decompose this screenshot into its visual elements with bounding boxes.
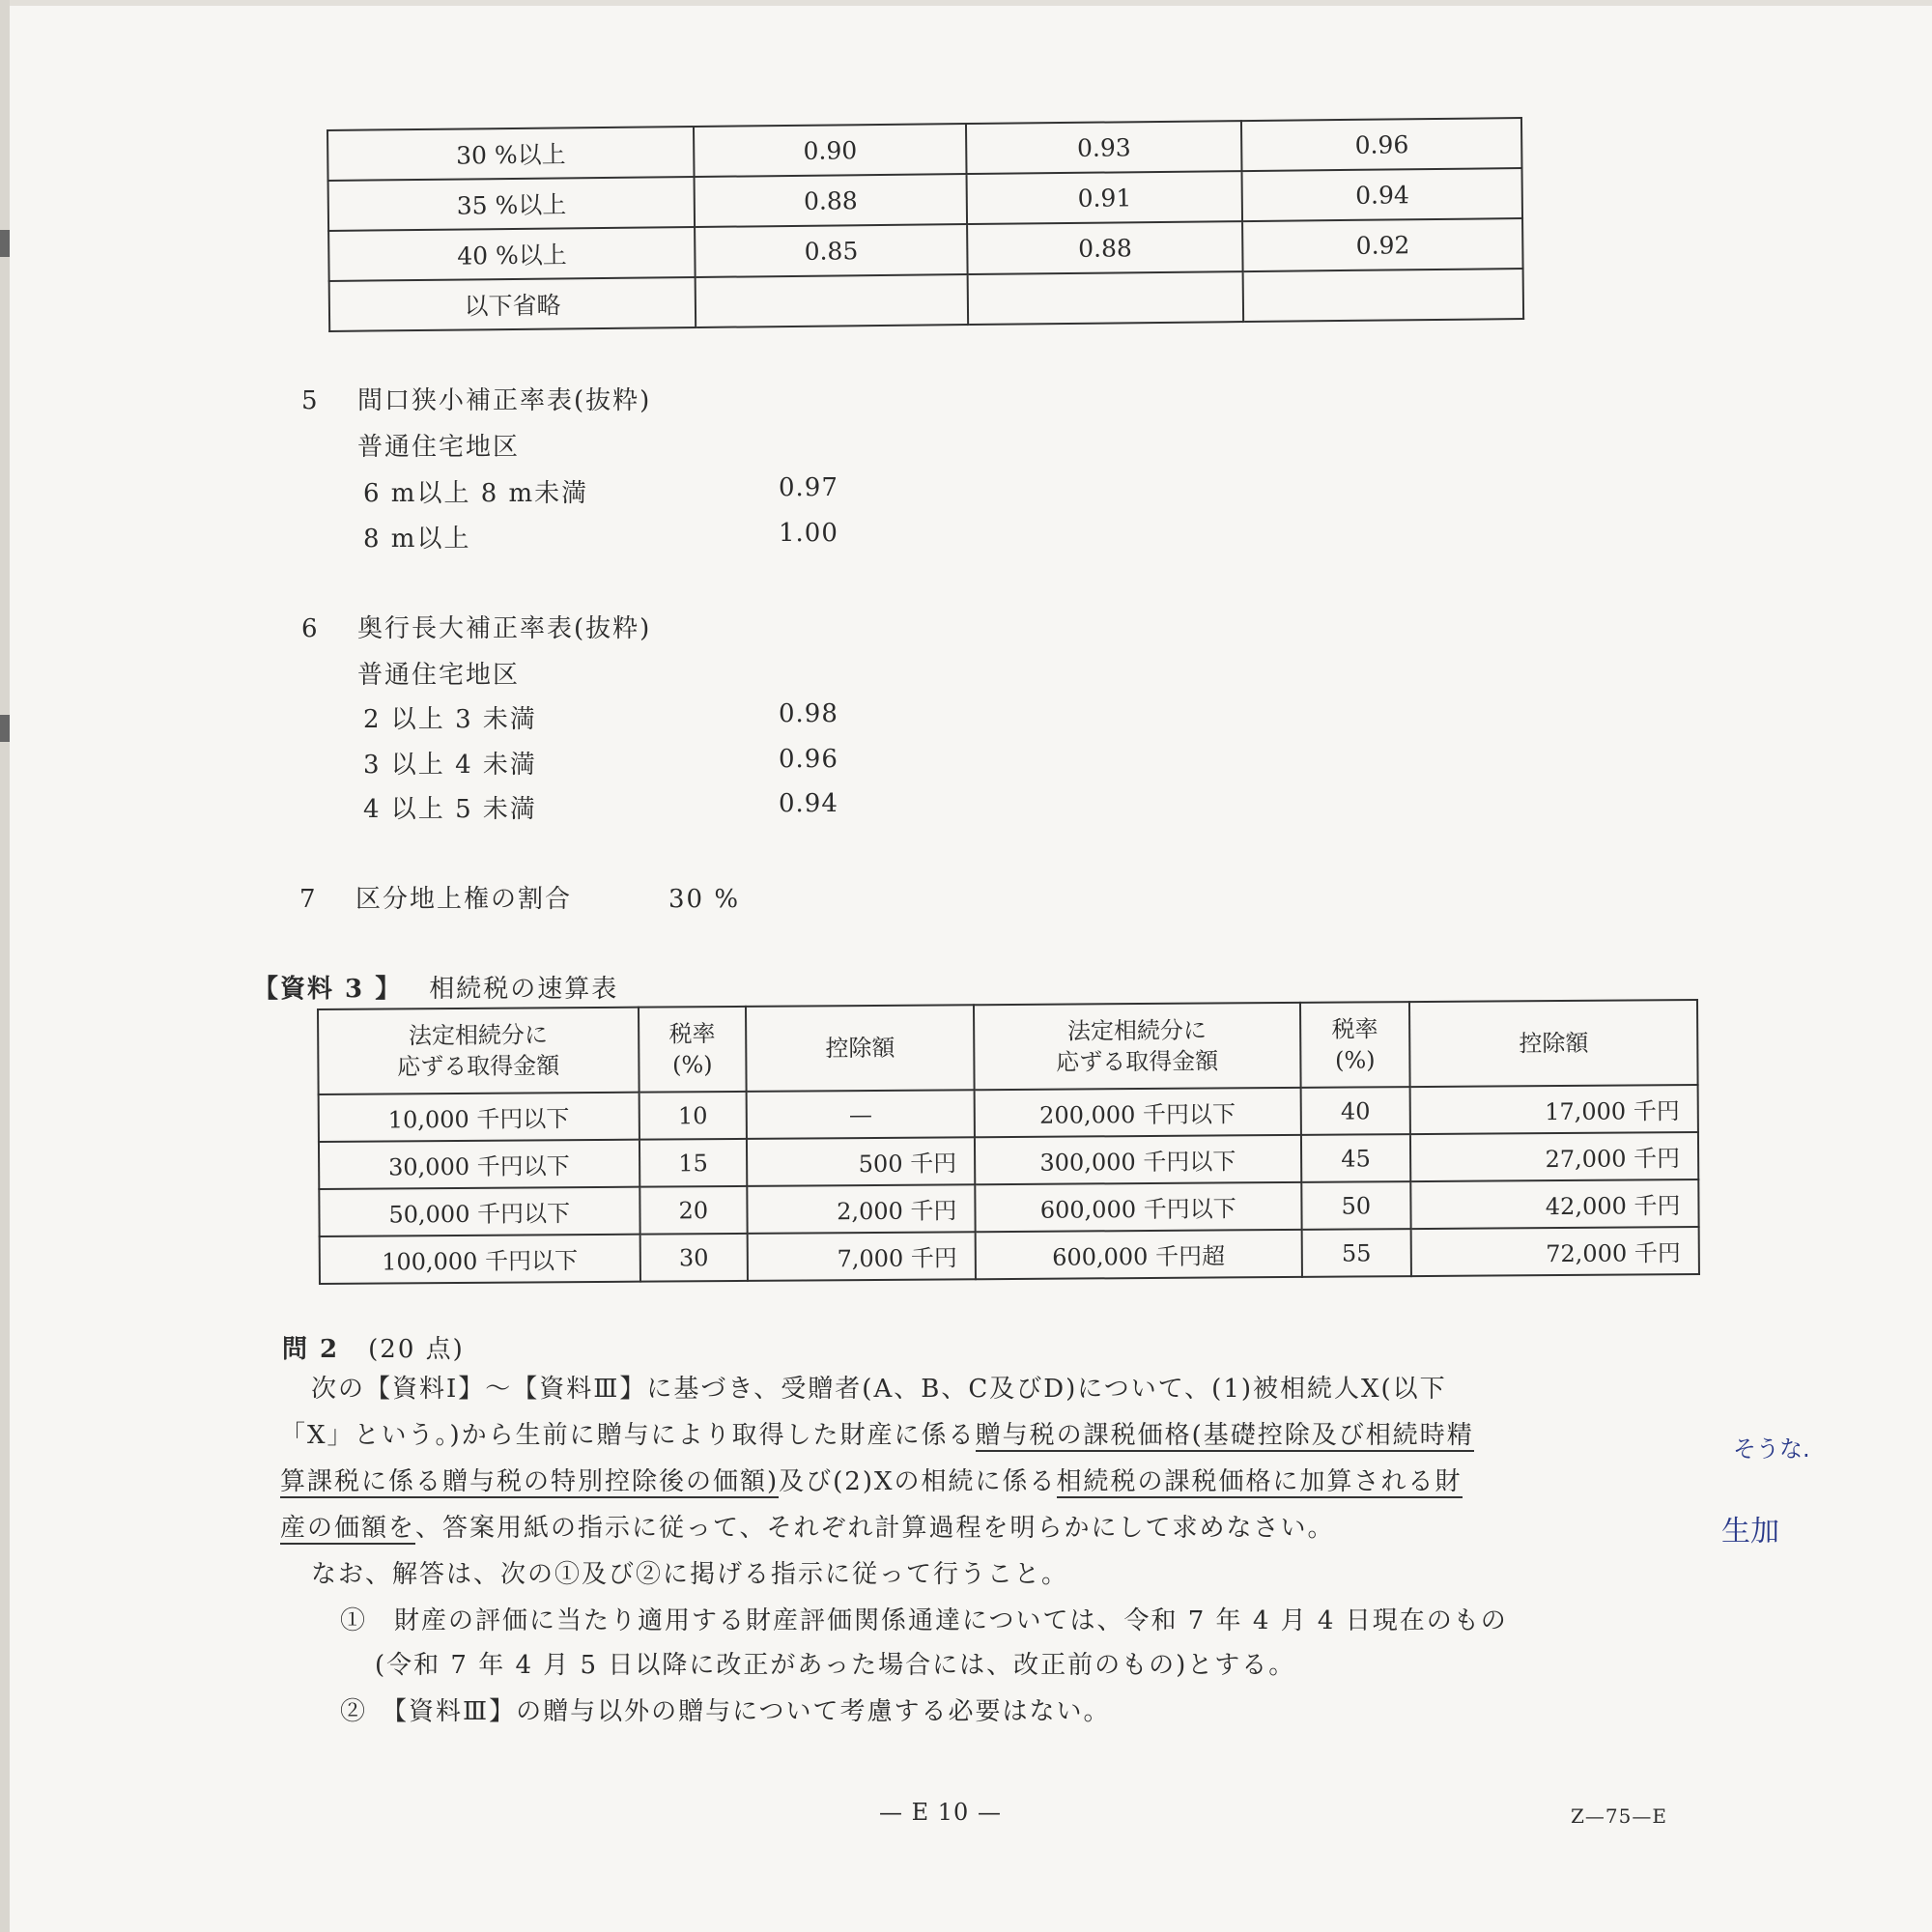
underlined-text: 相続税の課税価格に加算される財 xyxy=(1056,1467,1463,1496)
item-label: 2 以上 3 未満 xyxy=(363,705,537,734)
table-cell: 17,000 千円 xyxy=(1410,1085,1698,1134)
ratio-table xyxy=(327,117,1524,332)
material-label: 【資料 3 】 xyxy=(253,975,403,1004)
list-item xyxy=(363,519,838,554)
item-value: 0.97 xyxy=(779,473,838,502)
table-cell: 50,000 千円以下 xyxy=(319,1187,639,1236)
table-cell: 0.88 xyxy=(967,221,1243,274)
item-value: 0.98 xyxy=(779,699,838,728)
section-6-area xyxy=(357,655,520,691)
instruction-item: ② 【資料Ⅲ】の贈与以外の贈与について考慮する必要はない。 xyxy=(340,1697,1111,1726)
table-cell: 0.85 xyxy=(695,224,967,277)
question-text-line: 「X」という。)から生前に贈与により取得した財産に係る贈与税の課税価格(基礎控除及び相続時精 xyxy=(280,1421,1474,1450)
column-header-deduction: 控除額 xyxy=(1409,1000,1697,1087)
table-cell: 42,000 千円 xyxy=(1411,1179,1699,1229)
table-cell: 27,000 千円 xyxy=(1410,1132,1698,1181)
instruction-intro: なお、解答は、次の①及び②に掲げる指示に従って行うこと。 xyxy=(311,1560,1069,1589)
table-cell: 500 千円 xyxy=(747,1137,975,1186)
inheritance-tax-table xyxy=(317,999,1700,1285)
table-cell: — xyxy=(747,1090,975,1139)
section-7-heading xyxy=(299,879,740,915)
table-header-row xyxy=(318,1000,1698,1094)
table-cell: 0.88 xyxy=(695,174,967,227)
table-cell: 30 xyxy=(639,1234,748,1282)
list-item xyxy=(363,789,838,825)
column-header-deduction: 控除額 xyxy=(746,1005,974,1092)
section-number: 7 xyxy=(299,885,318,914)
table-cell: 50 xyxy=(1301,1181,1411,1230)
table-cell: 0.96 xyxy=(1241,118,1521,171)
table-cell: 72,000 千円 xyxy=(1411,1227,1699,1276)
item-value: 0.96 xyxy=(779,745,838,774)
table-cell: 2,000 千円 xyxy=(748,1184,976,1234)
area-label: 普通住宅地区 xyxy=(357,433,521,462)
table-cell xyxy=(967,271,1243,325)
table-row xyxy=(320,1227,1699,1284)
table-cell xyxy=(1243,269,1523,322)
section-title: 奥行長大補正率表(抜粋) xyxy=(357,614,652,643)
page-number: — E 10 — xyxy=(879,1799,1002,1826)
section-number: 6 xyxy=(301,614,320,643)
table-cell: 35 %以上 xyxy=(328,177,696,231)
table-cell: 600,000 千円以下 xyxy=(975,1182,1301,1232)
page-top-edge xyxy=(0,0,1932,6)
table-cell: 45 xyxy=(1300,1134,1410,1182)
table-cell xyxy=(696,274,968,327)
underlined-text: 産の価額を xyxy=(280,1514,416,1543)
section-title: 区分地上権の割合 xyxy=(355,885,573,914)
column-header-rate: 税率 (%) xyxy=(638,1007,746,1093)
table-cell: 30 %以上 xyxy=(327,127,695,181)
section-value: 30 % xyxy=(668,885,741,914)
question-text-line: 次の【資料Ⅰ】〜【資料Ⅲ】に基づき、受贈者(A、B、C及びD)について、(1)被相続人X(以下 xyxy=(311,1375,1447,1404)
table-cell: 100,000 千円以下 xyxy=(320,1235,640,1284)
handwritten-note: 生加 xyxy=(1721,1515,1779,1548)
instruction-item: ① 財産の評価に当たり適用する財産評価関係通達については、令和 7 年 4 月 4 日現在のもの xyxy=(340,1606,1508,1635)
table-cell: 30,000 千円以下 xyxy=(319,1140,639,1189)
section-6-heading xyxy=(301,609,651,644)
table-cell: 0.90 xyxy=(694,124,966,177)
document-code: Z—75—E xyxy=(1571,1804,1667,1828)
question-points: (20 点) xyxy=(368,1335,465,1364)
table-cell: 7,000 千円 xyxy=(748,1232,976,1281)
item-value: 1.00 xyxy=(779,519,838,548)
instruction-item-continued: (令和 7 年 4 月 5 日以降に改正があった場合には、改正前のもの)とする。 xyxy=(375,1651,1296,1680)
table-cell: 0.93 xyxy=(966,121,1242,174)
section-number: 5 xyxy=(301,386,320,415)
question-number: 問 2 xyxy=(282,1335,340,1364)
column-header-rate: 税率 (%) xyxy=(1299,1002,1409,1088)
table-cell: 以下省略 xyxy=(329,277,696,331)
table-cell: 40 xyxy=(1300,1087,1410,1135)
table-cell: 55 xyxy=(1301,1229,1411,1277)
section-title: 間口狭小補正率表(抜粋) xyxy=(357,386,652,415)
table-cell: 40 %以上 xyxy=(328,227,696,281)
binding-mark xyxy=(0,715,10,742)
table-cell: 0.94 xyxy=(1242,168,1522,221)
item-label: 8 m以上 xyxy=(363,525,471,554)
item-value: 0.94 xyxy=(779,789,838,818)
table-cell: 0.91 xyxy=(966,171,1242,224)
table-title: 相続税の速算表 xyxy=(429,975,619,1004)
table-cell: 10 xyxy=(639,1092,747,1140)
question-text-line: 算課税に係る贈与税の特別控除後の価額)及び(2)Xの相続に係る相続税の課税価格に加算される財 xyxy=(280,1467,1463,1496)
table-cell: 200,000 千円以下 xyxy=(975,1088,1301,1137)
item-label: 4 以上 5 未満 xyxy=(363,795,537,824)
tax-table-title xyxy=(253,969,618,1005)
list-item xyxy=(363,473,838,509)
section-5-area xyxy=(357,427,520,463)
table-cell: 300,000 千円以下 xyxy=(975,1135,1301,1184)
underlined-text: 贈与税の課税価格(基礎控除及び相続時精 xyxy=(975,1421,1474,1450)
area-label: 普通住宅地区 xyxy=(357,661,521,690)
table-cell: 0.92 xyxy=(1242,218,1522,271)
column-header-amount: 法定相続分に 応ずる取得金額 xyxy=(974,1003,1300,1090)
list-item xyxy=(363,699,838,735)
table-cell: 15 xyxy=(639,1139,747,1187)
item-label: 3 以上 4 未満 xyxy=(363,751,537,780)
item-label: 6 m以上 8 m未満 xyxy=(363,479,589,508)
binding-mark xyxy=(0,230,10,257)
section-5-heading xyxy=(301,381,651,416)
column-header-amount: 法定相続分に 応ずる取得金額 xyxy=(318,1008,639,1094)
question-text-line: 産の価額を、答案用紙の指示に従って、それぞれ計算過程を明らかにして求めなさい。 xyxy=(280,1514,1335,1543)
question-heading xyxy=(282,1329,465,1365)
table-cell: 10,000 千円以下 xyxy=(319,1093,639,1142)
handwritten-note: そうな. xyxy=(1733,1435,1810,1463)
page-left-edge xyxy=(0,0,10,1932)
list-item xyxy=(363,745,838,781)
table-cell: 20 xyxy=(639,1186,748,1235)
underlined-text: 算課税に係る贈与税の特別控除後の価額) xyxy=(280,1467,780,1496)
table-cell: 600,000 千円超 xyxy=(976,1230,1302,1279)
